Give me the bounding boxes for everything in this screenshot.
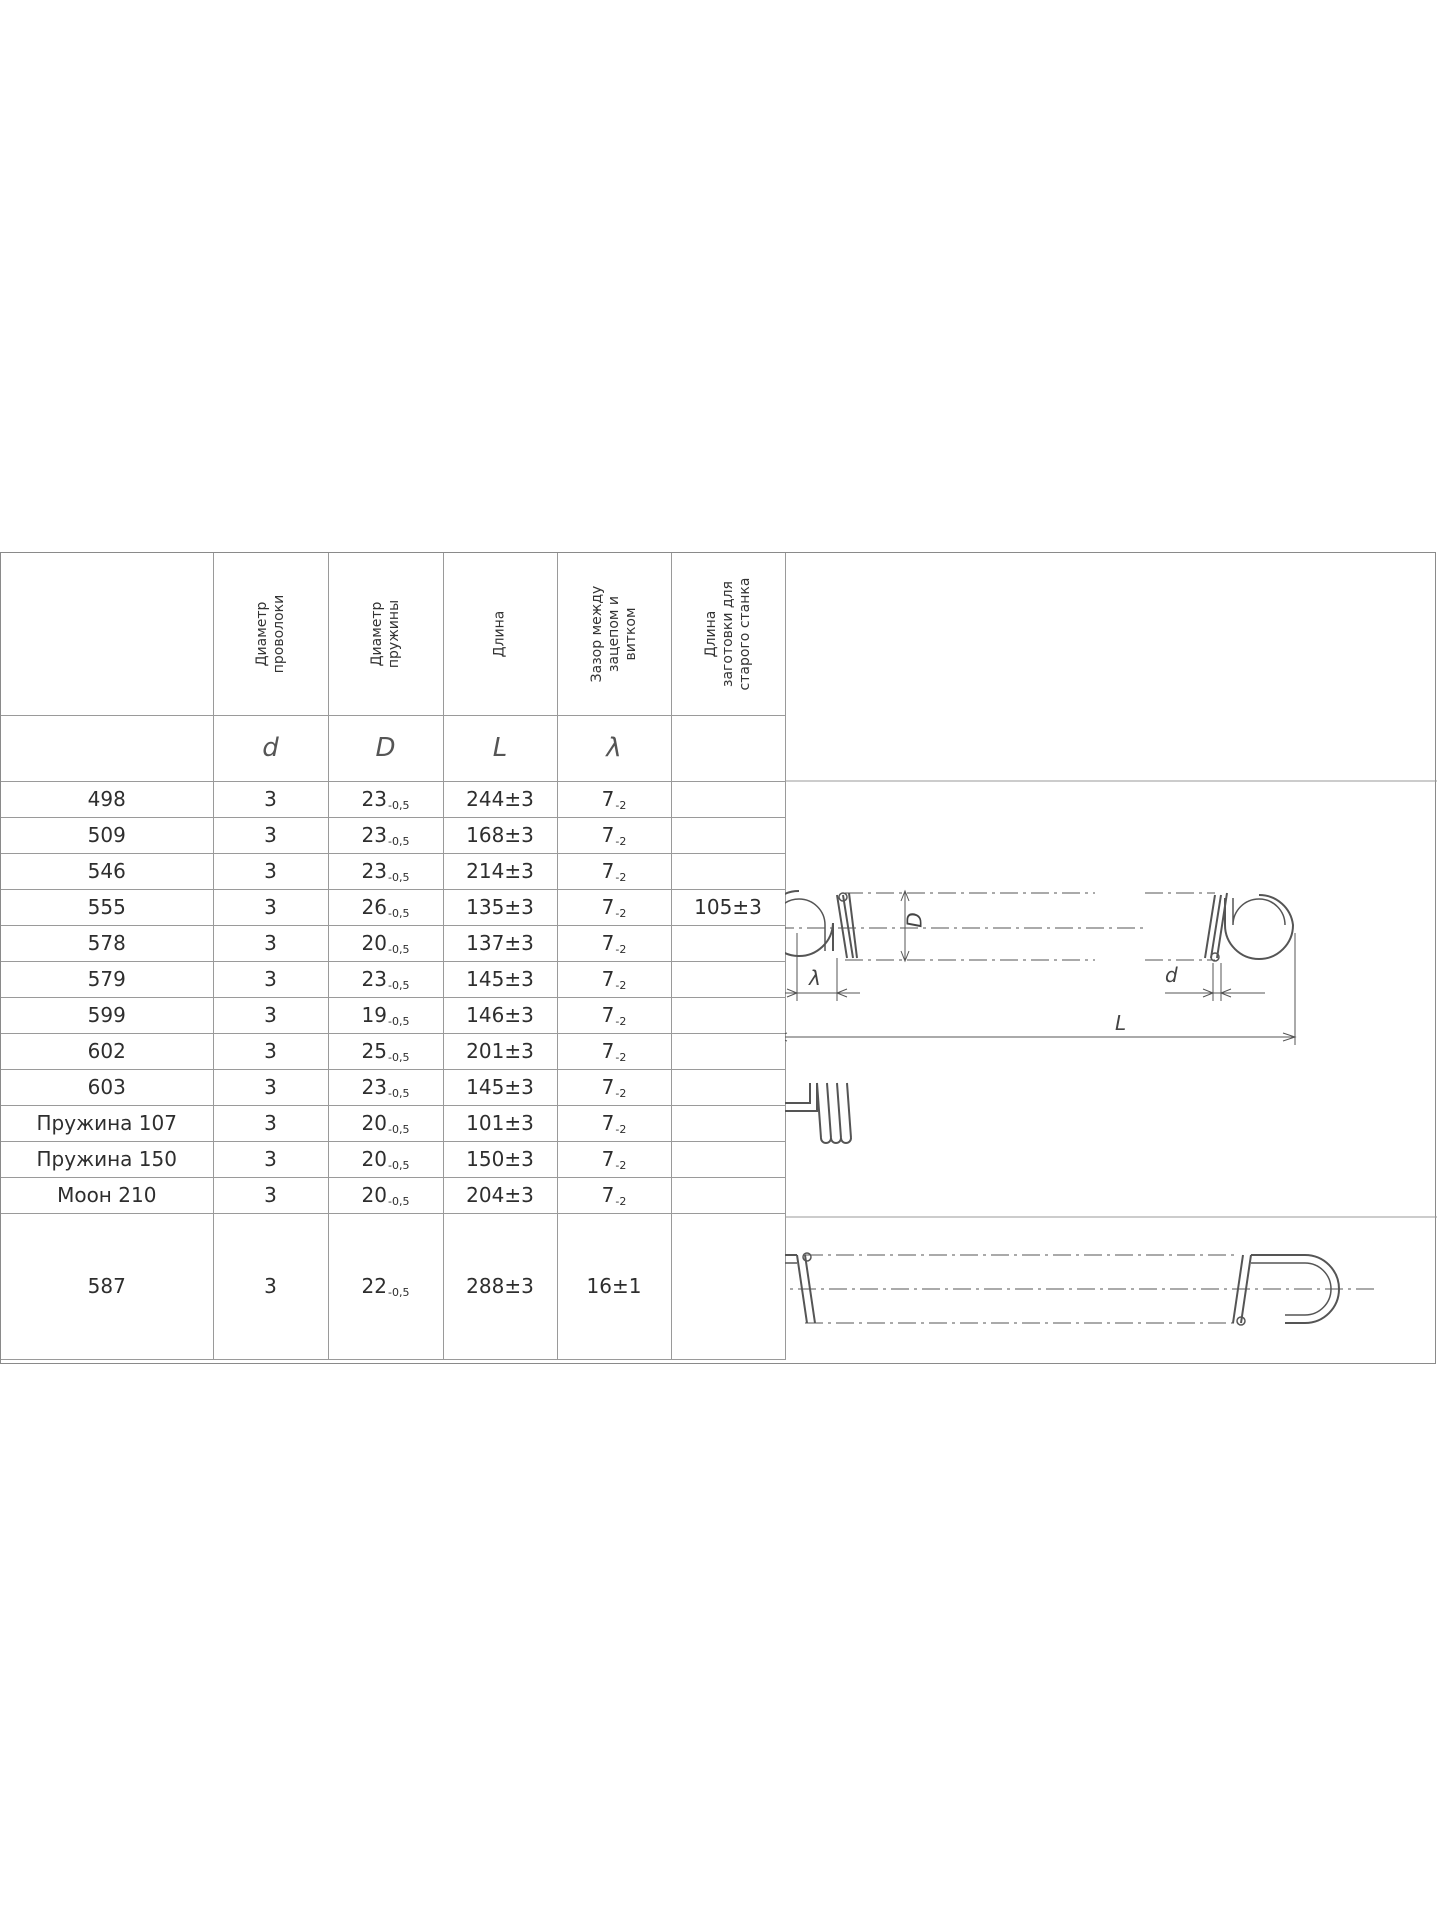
row-name: 555 [1, 889, 213, 925]
header-row [1, 553, 785, 715]
symbol-D: D [328, 715, 443, 781]
row-spring-diameter: 19-0,5 [328, 997, 443, 1033]
row-name: 546 [1, 853, 213, 889]
row-length: 168±3 [443, 817, 557, 853]
table-row [1, 997, 785, 1033]
header-wire-diameter: Диаметр проволоки [213, 553, 328, 715]
row-spring-diameter: 25-0,5 [328, 1033, 443, 1069]
row-spring-diameter: 23-0,5 [328, 817, 443, 853]
row-blank-length [671, 997, 785, 1033]
row-wire-diameter: 3 [213, 853, 328, 889]
row-spring-diameter: 23-0,5 [328, 961, 443, 997]
row-length: 137±3 [443, 925, 557, 961]
row-spring-diameter: 20-0,5 [328, 1141, 443, 1177]
spring-587-drawing [785, 1253, 1375, 1325]
row-name: 498 [1, 781, 213, 817]
row-spring-diameter: 23-0,5 [328, 1069, 443, 1105]
row-hook-gap: 7-2 [557, 1141, 671, 1177]
label-D: D [902, 912, 927, 928]
row-blank-length [671, 1177, 785, 1213]
row-length: 214±3 [443, 853, 557, 889]
row-hook-gap: 7-2 [557, 853, 671, 889]
row-spring-diameter: 22-0,5 [328, 1213, 443, 1359]
row-spring-diameter: 23-0,5 [328, 853, 443, 889]
row-blank-length [671, 1141, 785, 1177]
table-row [1, 961, 785, 997]
row-hook-gap: 7-2 [557, 1105, 671, 1141]
row-length: 204±3 [443, 1177, 557, 1213]
table-row-587 [1, 1213, 785, 1359]
table-row [1, 1069, 785, 1105]
row-length: 145±3 [443, 961, 557, 997]
table-row [1, 925, 785, 961]
table-row [1, 817, 785, 853]
main-spring-drawing [785, 891, 1295, 1045]
row-hook-gap: 7-2 [557, 817, 671, 853]
table-row [1, 1141, 785, 1177]
row-hook-gap: 7-2 [557, 925, 671, 961]
row-name: 579 [1, 961, 213, 997]
row-hook-gap: 7-2 [557, 1069, 671, 1105]
row-name: 509 [1, 817, 213, 853]
row-name: 603 [1, 1069, 213, 1105]
row-length: 244±3 [443, 781, 557, 817]
table-row [1, 889, 785, 925]
spring-side-view [785, 1083, 851, 1143]
row-wire-diameter: 3 [213, 997, 328, 1033]
row-wire-diameter: 3 [213, 925, 328, 961]
row-spring-diameter: 20-0,5 [328, 1177, 443, 1213]
row-length: 101±3 [443, 1105, 557, 1141]
row-wire-diameter: 3 [213, 1213, 328, 1359]
row-name: Пружина 150 [1, 1141, 213, 1177]
row-blank-length [671, 1033, 785, 1069]
row-wire-diameter: 3 [213, 1105, 328, 1141]
row-wire-diameter: 3 [213, 1177, 328, 1213]
symbol-blank [671, 715, 785, 781]
row-name: Пружина 107 [1, 1105, 213, 1141]
row-wire-diameter: 3 [213, 817, 328, 853]
table-row [1, 1105, 785, 1141]
row-blank-length [671, 961, 785, 997]
spring-spec-table [1, 553, 786, 1360]
symbol-L: L [443, 715, 557, 781]
row-name: 587 [1, 1213, 213, 1359]
row-hook-gap: 7-2 [557, 961, 671, 997]
table-row [1, 1177, 785, 1213]
header-name-cell [1, 553, 213, 715]
row-spring-diameter: 26-0,5 [328, 889, 443, 925]
row-hook-gap: 7-2 [557, 781, 671, 817]
symbol-row [1, 715, 785, 781]
row-wire-diameter: 3 [213, 1069, 328, 1105]
row-wire-diameter: 3 [213, 781, 328, 817]
row-length: 150±3 [443, 1141, 557, 1177]
table-row [1, 853, 785, 889]
row-blank-length [671, 1213, 785, 1359]
row-hook-gap: 7-2 [557, 889, 671, 925]
row-spring-diameter: 23-0,5 [328, 781, 443, 817]
symbol-lambda: λ [557, 715, 671, 781]
row-name: Моон 210 [1, 1177, 213, 1213]
row-blank-length [671, 817, 785, 853]
label-d: d [1165, 963, 1178, 987]
row-name: 599 [1, 997, 213, 1033]
row-hook-gap: 7-2 [557, 1033, 671, 1069]
header-spring-diameter: Диаметр пружины [328, 553, 443, 715]
row-length: 146±3 [443, 997, 557, 1033]
row-name: 578 [1, 925, 213, 961]
symbol-name-cell [1, 715, 213, 781]
spring-spec-sheet [0, 552, 1436, 1364]
row-length: 145±3 [443, 1069, 557, 1105]
row-wire-diameter: 3 [213, 1141, 328, 1177]
row-spring-diameter: 20-0,5 [328, 925, 443, 961]
diagram-panel [785, 553, 1437, 1363]
header-length: Длина [443, 553, 557, 715]
row-spring-diameter: 20-0,5 [328, 1105, 443, 1141]
row-blank-length [671, 1105, 785, 1141]
row-blank-length: 105±3 [671, 889, 785, 925]
row-hook-gap: 7-2 [557, 997, 671, 1033]
row-length: 288±3 [443, 1213, 557, 1359]
header-hook-gap: Зазор между зацепом и витком [557, 553, 671, 715]
table-row [1, 1033, 785, 1069]
row-name: 602 [1, 1033, 213, 1069]
row-blank-length [671, 925, 785, 961]
row-blank-length [671, 853, 785, 889]
label-lambda: λ [809, 966, 821, 990]
header-blank-length: Длина заготовки для старого станка [671, 553, 785, 715]
table-row [1, 781, 785, 817]
row-wire-diameter: 3 [213, 889, 328, 925]
label-L: L [1115, 1011, 1127, 1035]
row-wire-diameter: 3 [213, 1033, 328, 1069]
symbol-d: d [213, 715, 328, 781]
row-hook-gap: 7-2 [557, 1177, 671, 1213]
spring-drawings [785, 553, 1437, 1363]
row-length: 135±3 [443, 889, 557, 925]
row-blank-length [671, 781, 785, 817]
row-hook-gap: 16±1 [557, 1213, 671, 1359]
row-blank-length [671, 1069, 785, 1105]
row-length: 201±3 [443, 1033, 557, 1069]
row-wire-diameter: 3 [213, 961, 328, 997]
